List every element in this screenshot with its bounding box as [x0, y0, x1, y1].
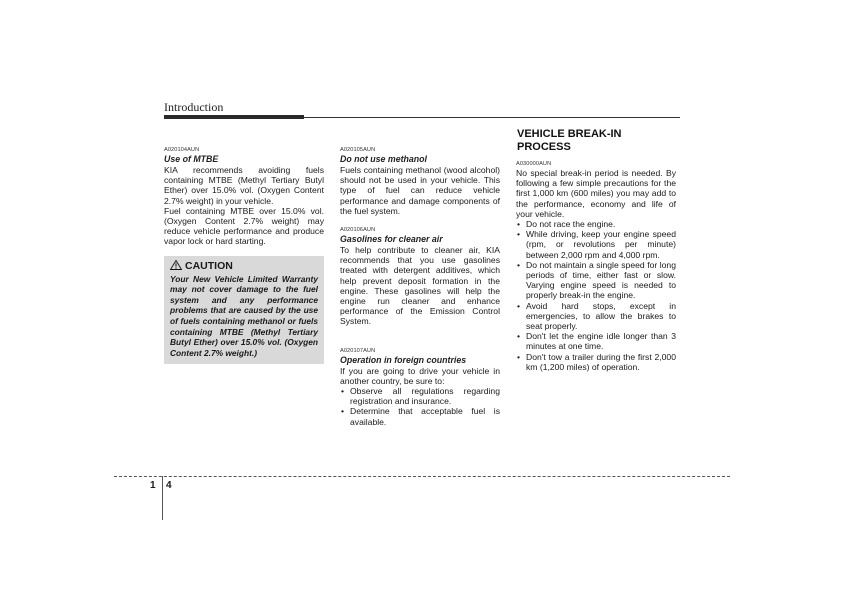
- caution-label: CAUTION: [185, 259, 233, 272]
- spacer: [340, 216, 500, 226]
- list-item: • Avoid hard stops, except in emergencies, to allow the brakes to seat properly.: [516, 301, 676, 332]
- section-title: VEHICLE BREAK-IN PROCESS: [517, 128, 622, 153]
- paragraph: KIA recommends avoiding fuels containing MTBE (Methyl Tertiary Butyl Ether) over 15.0% vol. (Oxygen Content 2.7% weight) in your vehicle.: [164, 165, 324, 206]
- footer-divider: [162, 476, 163, 520]
- section-code: A020104AUN: [164, 147, 200, 153]
- column-middle: [340, 146, 500, 427]
- subheading-use-of-mtbe: Use of MTBE: [164, 154, 219, 164]
- list-item: • Don't let the engine idle longer than 3 minutes at one time.: [516, 331, 676, 351]
- caution-box: [164, 256, 324, 365]
- subheading-do-not-use-methanol: Do not use methanol: [340, 154, 427, 164]
- subheading-gasolines-for-cleaner-air: Gasolines for cleaner air: [340, 234, 443, 245]
- paragraph: Fuel containing MTBE over 15.0% vol. (Oxygen Content 2.7% weight) may reduce vehicle performance and produce vapor lock or hard starting.: [164, 205, 324, 247]
- list-item: • Do not race the engine.: [516, 219, 676, 229]
- chapter-number: 1: [150, 480, 156, 491]
- caution-header: [170, 260, 318, 273]
- bullet-list: [340, 386, 500, 427]
- paragraph: No special break-in period is needed. By following a few simple precautions for the first 1,000 km (600 miles) you may add to the performance, economy and life of your vehicle.: [516, 168, 676, 219]
- bullet-list: [516, 219, 676, 372]
- list-item: • Do not maintain a single speed for long periods of time, either fast or slow. Varying engine speed is needed to properly break-in the engine.: [516, 260, 676, 301]
- page-number: 4: [166, 480, 172, 491]
- list-item: • Observe all regulations regarding registration and insurance.: [340, 386, 500, 406]
- paragraph: To help contribute to cleaner air, KIA recommends that you use gasolines treated with detergent additives, which help prevent deposit formation in the engine. These gasolines will help the engine run cleaner and enhance performance of the Emission Control System.: [340, 245, 500, 327]
- section-code: A030000AUN: [516, 161, 552, 167]
- page-header-title: Introduction: [164, 100, 224, 114]
- paragraph: Fuels containing methanol (wood alcohol) should not be used in your vehicle. This type of fuel can reduce vehicle performance and damage components of the fuel system.: [340, 165, 500, 216]
- caution-text: Your New Vehicle Limited Warranty may not cover damage to the fuel system and any performance problems that are caused by the use of fuels containing methanol or fuels containing MTBE (Methyl Tertiary Butyl Ether) over 15.0% vol. (Oxygen Content 2.7% weight.): [170, 273, 318, 358]
- section-code: A020107AUN: [340, 347, 376, 354]
- paragraph: If you are going to drive your vehicle in another country, be sure to:: [340, 365, 500, 386]
- list-item: • Don't tow a trailer during the first 2,000 km (1,200 miles) of operation.: [516, 352, 676, 372]
- section-code: A020105AUN: [340, 147, 376, 153]
- list-item: • Determine that acceptable fuel is available.: [340, 406, 500, 426]
- list-item: • While driving, keep your engine speed (rpm, or revolutions per minute) between 2,000 rpm and 4,000 rpm.: [516, 229, 676, 260]
- header-rule-accent: [164, 115, 304, 119]
- subheading-operation-in-foreign-countries: Operation in foreign countries: [340, 354, 467, 365]
- spacer: [340, 327, 500, 347]
- column-right: [516, 128, 676, 372]
- footer-rule: [114, 476, 730, 477]
- section-code: A020106AUN: [340, 227, 376, 234]
- column-left: [164, 146, 324, 364]
- caution-triangle-icon: [170, 260, 182, 272]
